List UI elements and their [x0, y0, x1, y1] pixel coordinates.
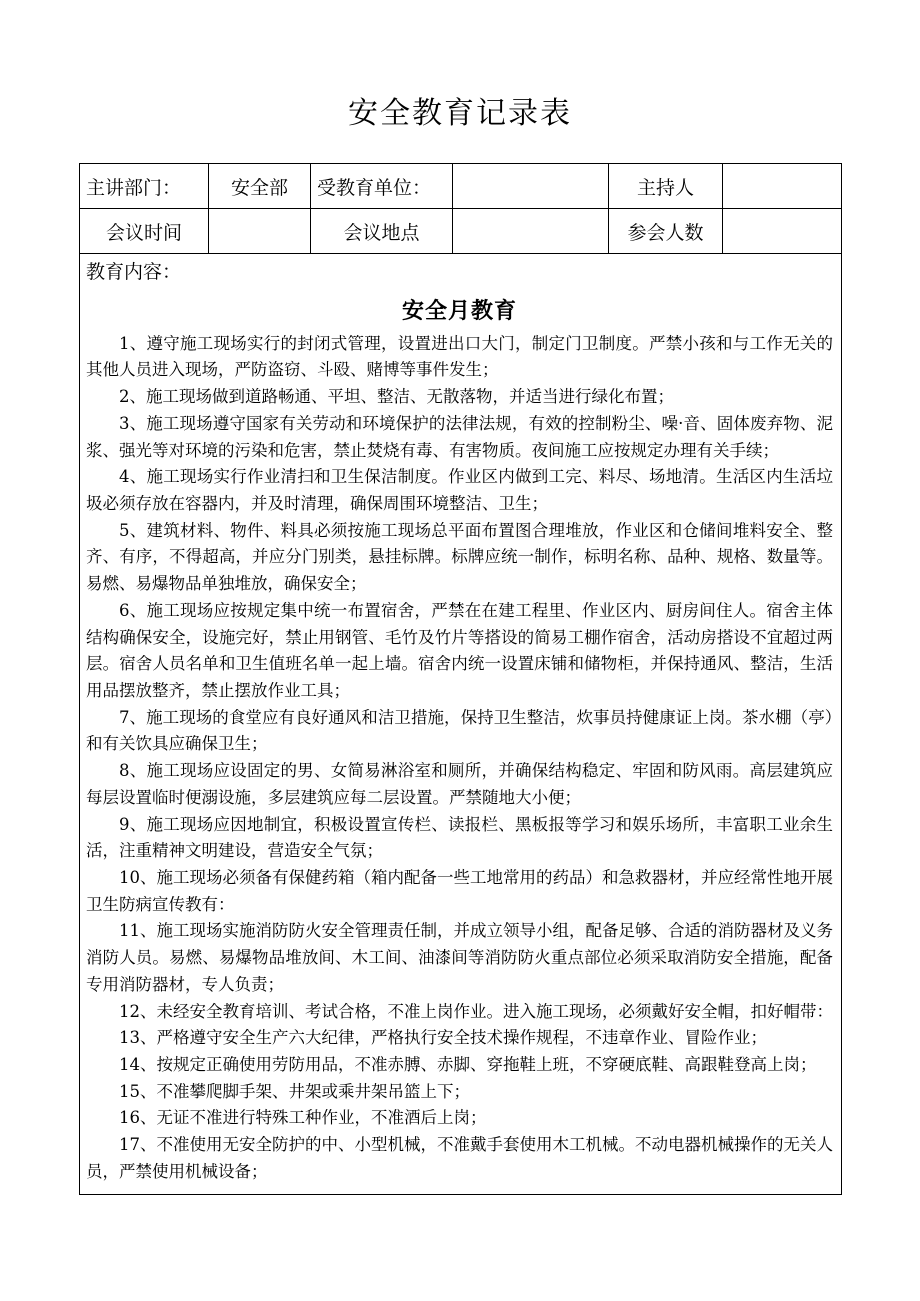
list-item: 6、施工现场应按规定集中统一布置宿舍，严禁在在建工程里、作业区内、厨房间住人。宿舍主体结构确保安全，设施完好，禁止用钢管、毛竹及竹片等搭设的简易工棚作宿舍，活动房搭设不宜超过两层。宿舍人员名单和卫生值班名单一起上墙。宿舍内统一设置床铺和储物柜，并保持通风、整洁，生活用品摆放整齐，禁止摆放作业工具； [86, 600, 833, 700]
table-row-department [80, 164, 842, 209]
list-item: 3、施工现场遵守国家有关劳动和环境保护的法律法规，有效的控制粉尘、噪·音、固体废弃物、泥浆、强光等对环境的污染和危害，禁止焚烧有毒、有害物质。夜间施工应按规定办理有关手续； [86, 413, 833, 460]
list-item: 12、未经安全教育培训、考试合格，不准上岗作业。进入施工现场，必须戴好安全帽，扣好帽带： [119, 1001, 833, 1021]
safety-education-record-table [79, 163, 842, 1195]
value-educated-unit[interactable] [453, 164, 609, 209]
label-department: 主讲部门： [80, 164, 209, 209]
page-title: 安全教育记录表 [348, 96, 572, 131]
list-item: 5、建筑材料、物件、料具必须按施工现场总平面布置图合理堆放，作业区和仓储间堆料安全、整齐、有序，不得超高，并应分门别类，悬挂标牌。标牌应统一制作，标明名称、品种、规格、数量等。易燃、易爆物品单独堆放，确保安全； [86, 520, 833, 594]
education-content-cell [80, 254, 842, 1195]
list-item: 4、施工现场实行作业清扫和卫生保洁制度。作业区内做到工完、料尽、场地清。生活区内生活垃圾必须存放在容器内，并及时清理，确保周围环境整洁、卫生； [86, 467, 833, 513]
list-item: 1、遵守施工现场实行的封闭式管理，设置进出口大门，制定门卫制度。严禁小孩和与工作无关的其他人员进入现场，严防盗窃、斗殴、赌博等事件发生； [86, 333, 833, 380]
list-item: 17、不准使用无安全防护的中、小型机械，不准戴手套使用木工机械。不动电器机械操作的无关人员，严禁使用机械设备； [86, 1135, 833, 1181]
list-item: 15、不准攀爬脚手架、井架或乘井架吊篮上下； [119, 1081, 470, 1101]
value-meeting-place[interactable] [453, 209, 609, 254]
list-item: 14、按规定正确使用劳防用品，不准赤膊、赤脚、穿拖鞋上班，不穿硬底鞋、高跟鞋登高上岗； [119, 1055, 817, 1075]
value-attendees[interactable] [723, 209, 842, 254]
value-department[interactable]: 安全部 [209, 164, 311, 209]
value-meeting-time[interactable] [209, 209, 311, 254]
label-meeting-time: 会议时间 [80, 209, 209, 254]
list-item: 2、施工现场做到道路畅通、平坦、整洁、无散落物，并适当进行绿化布置； [119, 387, 674, 407]
label-host: 主持人 [609, 164, 723, 209]
education-content-list [86, 331, 833, 1186]
list-item: 7、施工现场的食堂应有良好通风和洁卫措施，保持卫生整洁，炊事员持健康证上岗。茶水棚（亭）和有关饮具应确保卫生； [86, 707, 833, 754]
section-title: 安全月教育 [401, 297, 517, 324]
education-content-label: 教育内容： [86, 261, 182, 283]
table-row-content [80, 254, 842, 1195]
value-host[interactable] [723, 164, 842, 209]
list-item: 13、严格遵守安全生产六大纪律，严格执行安全技术操作规程，不违章作业、冒险作业； [119, 1028, 767, 1048]
list-item: 10、施工现场必须备有保健药箱（箱内配备一些工地常用的药品）和急救器材，并应经常性地开展卫生防病宣传教有： [86, 868, 833, 914]
list-item: 11、施工现场实施消防防火安全管理责任制，并成立领导小组，配备足够、合适的消防器材及义务消防人员。易燃、易爆物品堆放间、木工间、油漆间等消防防火重点部位必须采取消防安全措施，配备专用消防器材，专人负责； [86, 921, 833, 994]
label-attendees: 参会人数 [609, 209, 723, 254]
list-item: 16、无证不准进行特殊工种作业，不准酒后上岗； [119, 1108, 487, 1128]
list-item: 8、施工现场应设固定的男、女简易淋浴室和厕所，并确保结构稳定、牢固和防风雨。高层建筑应每层设置临时便溺设施，多层建筑应每二层设置。严禁随地大小便； [86, 761, 833, 807]
list-item: 9、施工现场应因地制宜，积极设置宣传栏、读报栏、黑板报等学习和娱乐场所，丰富职工业余生活，注重精神文明建设，营造安全气氛； [86, 814, 833, 861]
label-meeting-place: 会议地点 [311, 209, 453, 254]
table-row-meeting [80, 209, 842, 254]
label-educated-unit: 受教育单位： [311, 164, 453, 209]
